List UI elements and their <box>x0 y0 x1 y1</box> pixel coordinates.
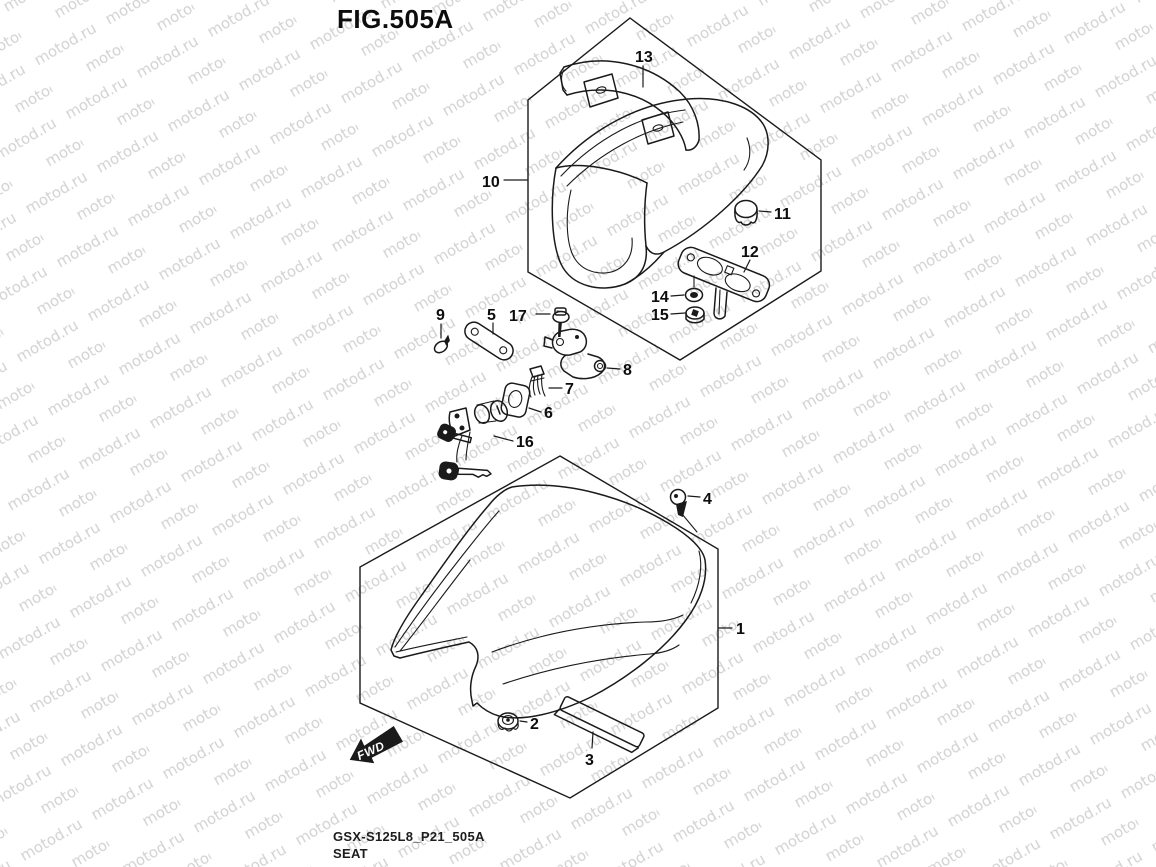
part-label-8: 8 <box>623 362 632 379</box>
part-label-7: 7 <box>565 381 574 398</box>
part-label-13: 13 <box>635 49 653 66</box>
part-label-15: 15 <box>651 307 669 324</box>
part-label-10: 10 <box>482 174 500 191</box>
part-label-11: 11 <box>774 206 791 223</box>
figure-name: SEAT <box>333 846 368 861</box>
part-label-2: 2 <box>530 716 539 733</box>
part-label-6: 6 <box>544 405 553 422</box>
part-label-5: 5 <box>487 307 496 324</box>
part-label-12: 12 <box>741 244 759 261</box>
figure-title: FIG.505A <box>337 4 454 34</box>
figure-code: GSX-S125L8_P21_505A <box>333 829 485 844</box>
part-label-9: 9 <box>436 307 445 324</box>
part-label-16: 16 <box>516 434 534 451</box>
part-label-3: 3 <box>585 752 594 769</box>
fwd-arrow-label: FWD <box>354 738 387 763</box>
part-label-1: 1 <box>736 621 745 638</box>
part-label-14: 14 <box>651 289 669 306</box>
part-label-4: 4 <box>703 491 712 508</box>
part-label-17: 17 <box>509 308 527 325</box>
